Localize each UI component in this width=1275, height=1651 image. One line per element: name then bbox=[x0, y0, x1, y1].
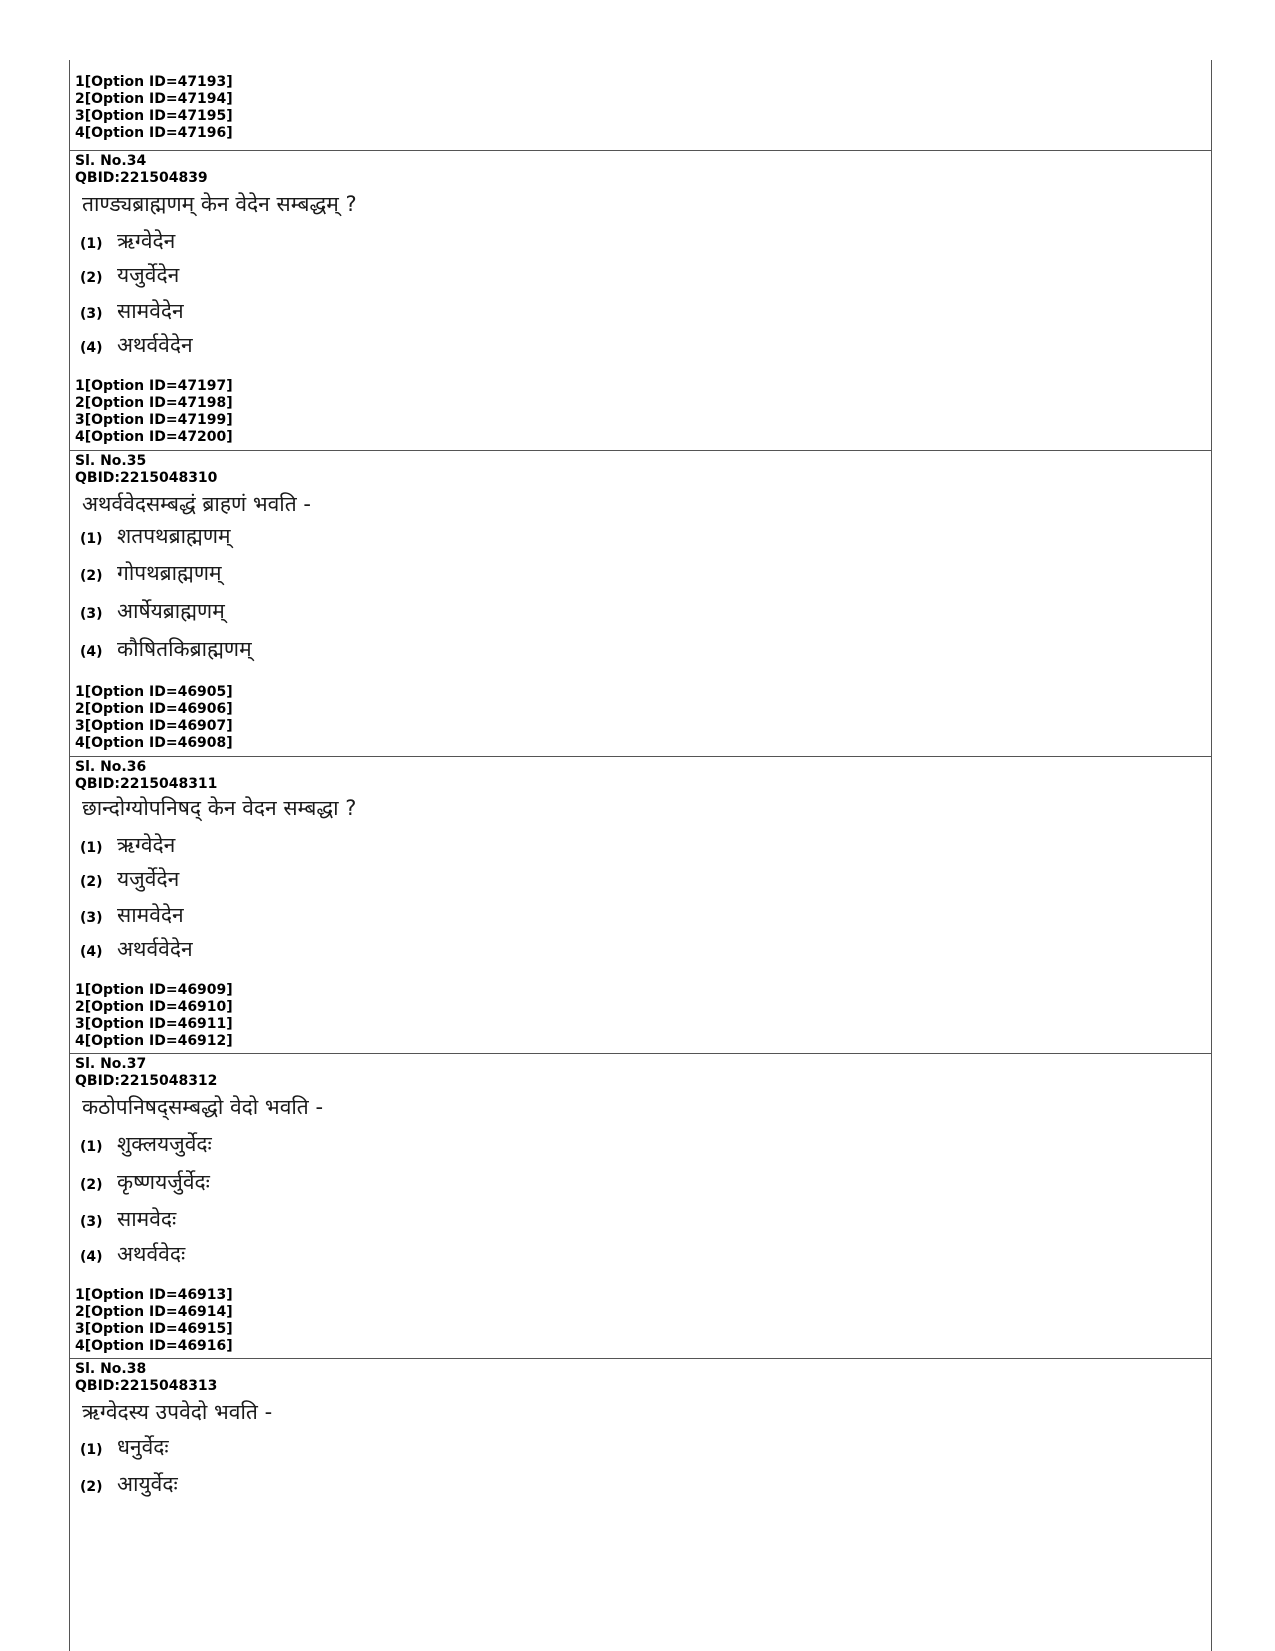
divider bbox=[70, 1053, 1211, 1054]
option-id: 4[Option ID=46908] bbox=[75, 735, 233, 751]
option-number: (2) bbox=[80, 874, 103, 890]
qbid: QBID:2215048312 bbox=[75, 1073, 218, 1089]
option-item bbox=[80, 227, 175, 255]
qbid: QBID:2215048311 bbox=[75, 776, 218, 792]
option-item bbox=[80, 1470, 178, 1498]
option-item bbox=[80, 331, 193, 359]
option-text: शतपथब्राह्मणम् bbox=[117, 524, 231, 548]
option-number: (2) bbox=[80, 270, 103, 286]
serial-number: Sl. No.38 bbox=[75, 1361, 147, 1377]
option-id: 3[Option ID=46911] bbox=[75, 1016, 233, 1032]
question-text: ऋग्वेदस्य उपवेदो भवति - bbox=[82, 1400, 273, 1424]
option-text: शुक्लयजुर्वेदः bbox=[117, 1132, 212, 1156]
option-id: 3[Option ID=46915] bbox=[75, 1321, 233, 1337]
option-id-list bbox=[75, 1287, 233, 1355]
option-text: आयुर्वेदः bbox=[117, 1472, 178, 1496]
option-item bbox=[80, 559, 222, 587]
option-id: 2[Option ID=46910] bbox=[75, 999, 233, 1015]
qbid: QBID:2215048310 bbox=[75, 470, 218, 486]
question-header bbox=[75, 153, 208, 187]
divider bbox=[70, 450, 1211, 451]
option-text: गोपथब्राह्मणम् bbox=[117, 561, 222, 585]
option-item bbox=[80, 1130, 212, 1158]
question-paper-frame bbox=[69, 60, 1212, 1651]
option-item bbox=[80, 935, 193, 963]
option-text: धनुर्वेदः bbox=[117, 1435, 169, 1459]
question-header bbox=[75, 1056, 217, 1090]
option-id: 2[Option ID=47194] bbox=[75, 91, 233, 107]
option-item bbox=[80, 635, 252, 663]
option-id: 1[Option ID=46905] bbox=[75, 684, 233, 700]
option-item bbox=[80, 1433, 169, 1461]
question-header bbox=[75, 1361, 217, 1395]
option-id: 1[Option ID=46909] bbox=[75, 982, 233, 998]
option-item bbox=[80, 1240, 185, 1268]
option-id: 1[Option ID=47193] bbox=[75, 74, 233, 90]
option-id: 1[Option ID=46913] bbox=[75, 1287, 233, 1303]
option-id-list bbox=[75, 378, 233, 446]
question-header bbox=[75, 759, 217, 793]
option-item bbox=[80, 901, 184, 929]
option-text: सामवेदेन bbox=[117, 903, 184, 927]
option-number: (4) bbox=[80, 340, 103, 356]
serial-number: Sl. No.37 bbox=[75, 1056, 147, 1072]
option-text: आर्षेयब्राह्मणम् bbox=[117, 599, 225, 623]
option-id: 3[Option ID=47199] bbox=[75, 412, 233, 428]
serial-number: Sl. No.36 bbox=[75, 759, 147, 775]
option-text: ऋग्वेदेन bbox=[117, 833, 176, 857]
question-text: छान्दोग्योपनिषद् केन वेदन सम्बद्धा ? bbox=[82, 796, 357, 820]
option-text: सामवेदः bbox=[117, 1207, 177, 1231]
option-text: सामवेदेन bbox=[117, 299, 184, 323]
option-id: 1[Option ID=47197] bbox=[75, 378, 233, 394]
option-number: (2) bbox=[80, 1479, 103, 1495]
option-item bbox=[80, 831, 175, 859]
qbid: QBID:2215048313 bbox=[75, 1378, 218, 1394]
option-id: 4[Option ID=47200] bbox=[75, 429, 233, 445]
option-text: ऋग्वेदेन bbox=[117, 229, 176, 253]
option-text: यजुर्वेदेन bbox=[117, 263, 180, 287]
option-number: (3) bbox=[80, 910, 103, 926]
option-number: (1) bbox=[80, 1442, 103, 1458]
option-number: (1) bbox=[80, 1139, 103, 1155]
option-number: (4) bbox=[80, 644, 103, 660]
option-number: (4) bbox=[80, 1249, 103, 1265]
option-id: 2[Option ID=46906] bbox=[75, 701, 233, 717]
divider bbox=[70, 756, 1211, 757]
option-text: अथर्ववेदः bbox=[117, 1242, 186, 1266]
divider bbox=[70, 150, 1211, 151]
question-header bbox=[75, 453, 217, 487]
option-id: 2[Option ID=46914] bbox=[75, 1304, 233, 1320]
option-number: (3) bbox=[80, 1214, 103, 1230]
option-item bbox=[80, 522, 231, 550]
option-item bbox=[80, 1168, 210, 1196]
option-id: 2[Option ID=47198] bbox=[75, 395, 233, 411]
question-text: कठोपनिषद्सम्बद्धो वेदो भवति - bbox=[82, 1095, 324, 1119]
option-text: कौषितकिब्राह्मणम् bbox=[117, 637, 252, 661]
option-item bbox=[80, 1205, 176, 1233]
option-id-list bbox=[75, 982, 233, 1050]
option-number: (4) bbox=[80, 944, 103, 960]
option-id: 3[Option ID=47195] bbox=[75, 108, 233, 124]
option-item bbox=[80, 261, 179, 289]
option-number: (2) bbox=[80, 1177, 103, 1193]
serial-number: Sl. No.34 bbox=[75, 153, 147, 169]
option-number: (3) bbox=[80, 606, 103, 622]
option-id: 4[Option ID=46912] bbox=[75, 1033, 233, 1049]
option-id: 3[Option ID=46907] bbox=[75, 718, 233, 734]
option-number: (1) bbox=[80, 531, 103, 547]
option-text: अथर्ववेदेन bbox=[117, 333, 193, 357]
option-number: (1) bbox=[80, 840, 103, 856]
option-number: (1) bbox=[80, 236, 103, 252]
option-id-list bbox=[75, 74, 233, 142]
divider bbox=[70, 1358, 1211, 1359]
option-id-list bbox=[75, 684, 233, 752]
option-item bbox=[80, 865, 179, 893]
option-item bbox=[80, 297, 184, 325]
option-number: (2) bbox=[80, 568, 103, 584]
option-text: यजुर्वेदेन bbox=[117, 867, 180, 891]
serial-number: Sl. No.35 bbox=[75, 453, 147, 469]
option-text: कृष्णयर्जुर्वेदः bbox=[117, 1170, 210, 1194]
question-text: ताण्ड्यब्राह्मणम् केन वेदेन सम्बद्धम् ? bbox=[82, 192, 357, 216]
option-id: 4[Option ID=46916] bbox=[75, 1338, 233, 1354]
question-text: अथर्ववेदसम्बद्धं ब्राहणं भवति - bbox=[82, 492, 311, 516]
option-number: (3) bbox=[80, 306, 103, 322]
option-item bbox=[80, 597, 225, 625]
option-text: अथर्ववेदेन bbox=[117, 937, 193, 961]
qbid: QBID:221504839 bbox=[75, 170, 208, 186]
option-id: 4[Option ID=47196] bbox=[75, 125, 233, 141]
